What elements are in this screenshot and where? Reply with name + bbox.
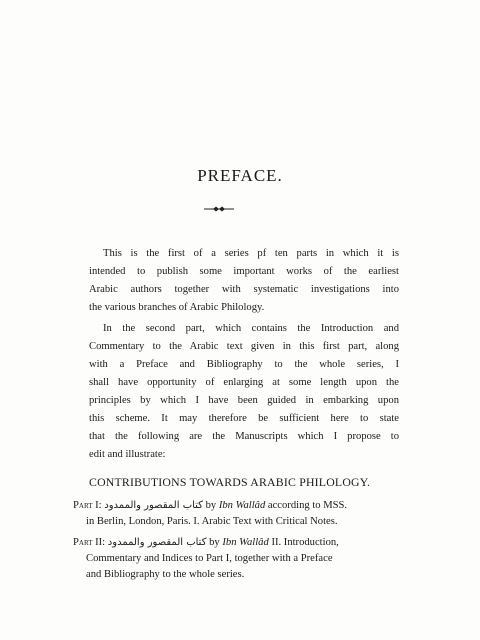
text-line: the various branches of Arabic Philology. [89,302,265,313]
text-line: principles by which I have been guided in embarking upon [89,395,399,406]
ornament-divider-icon [204,205,234,213]
page-title: PREFACE. [197,166,283,185]
part-line [73,498,403,514]
part-label: Part II: [73,537,106,548]
part-two-entry [73,535,403,583]
text-line: that the following are the Manuscripts which I propose to [89,431,399,442]
author-name: Ibn Wallâd [218,500,266,511]
part-label: Part I: [73,500,102,511]
text-line: Arabic authors together with systematic investigations into [89,284,399,295]
arabic-title: كتاب المقصور والممدود [107,537,207,548]
by-text: by [205,500,217,511]
part-line: Commentary and Indices to Part I, together with a Preface [86,553,333,564]
part-line: in Berlin, London, Paris. I. Arabic Text with Critical Notes. [86,516,338,527]
part-description: according to MSS. [267,500,348,511]
text-line: edit and illustrate: [89,449,166,460]
part-line [73,535,403,551]
paragraph-introduction [89,245,399,317]
paragraph-second-part [89,320,399,464]
section-heading: CONTRIBUTIONS TOWARDS ARABIC PHILOLOGY. [89,475,371,489]
text-line: Commentary to the Arabic text given in this first part, along [89,341,399,352]
text-line: this scheme. It may therefore be sufficient here to state [89,413,399,424]
by-text: by [209,537,220,548]
author-name: Ibn Wallâd [222,537,269,548]
text-line: with a Preface and Bibliography to the whole series, I [89,359,399,370]
part-line: and Bibliography to the whole series. [86,569,245,580]
text-line: intended to publish some important works of the earliest [89,266,399,277]
arabic-title: كتاب المقصور والممدود [104,500,203,511]
text-line: In the second part, which contains the Introduction and [103,323,399,334]
text-line: shall have opportunity of enlarging at some length upon the [89,377,399,388]
text-line: This is the first of a series pf ten parts in which it is [103,248,399,259]
part-description: II. Introduction, [271,537,339,548]
part-one-entry [73,498,403,530]
